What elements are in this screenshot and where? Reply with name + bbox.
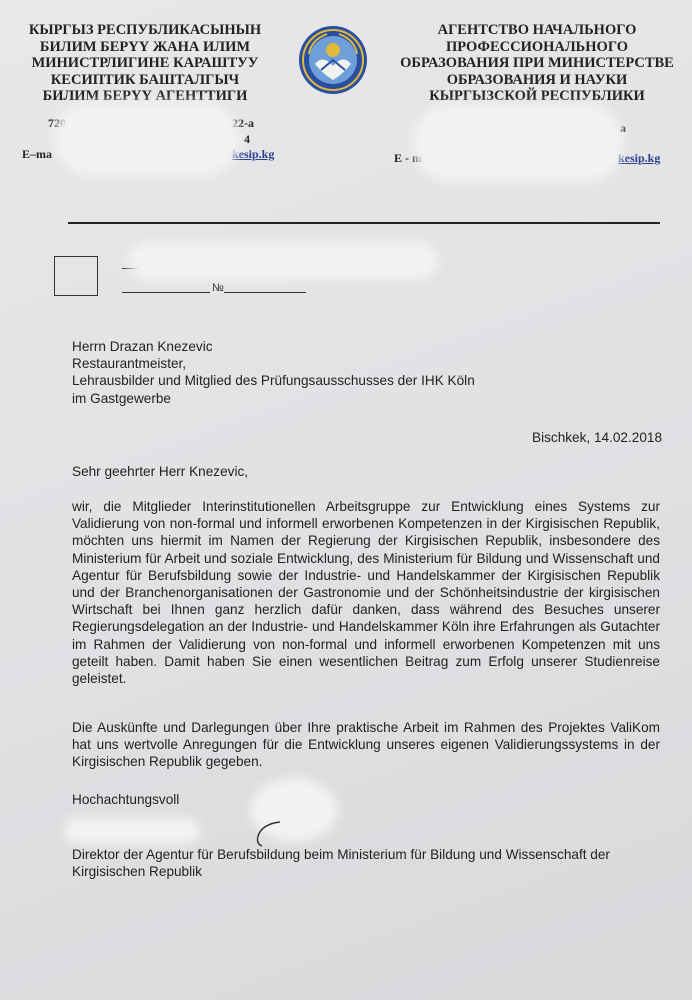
- header-left-line: КЕСИПТИК БАШТАЛГЫЧ: [50, 71, 240, 88]
- paragraph-valikom: Die Auskünfte und Darlegungen über Ihre praktische Arbeit im Rahmen des Projektes ValiKom hat uns wertvolle Anregungen für die Entwicklung unseres eigenen Validierungssystems in der Kirgisischen Republik gegeben.: [72, 720, 660, 770]
- recipient-role: Lehrausbilder und Mitglied des Prüfungsausschusses der IHK Köln: [72, 373, 475, 389]
- header-left-line: КЫРГЫЗ РЕСПУБЛИКАСЫНЫН: [28, 22, 262, 38]
- right-email-prefix: E - m: [394, 151, 422, 165]
- recipient-name: Herrn Drazan Knezevic: [72, 339, 213, 354]
- left-email-suffix-wrap: [232, 147, 274, 162]
- header-right-line: ПРОФЕССИОНАЛЬНОГО: [446, 38, 628, 55]
- left-address-suffix: 22-а: [232, 116, 254, 130]
- header-left-kyrgyz: [10, 22, 280, 105]
- stamp-box: [54, 256, 98, 296]
- recipient-title: Restaurantmeister,: [72, 356, 187, 372]
- redaction-blur-left: [62, 110, 232, 168]
- right-email-suffix-wrap: [618, 151, 660, 166]
- signer-title: Direktor der Agentur für Berufsbildung beim Ministerium für Bildung und Wissenschaft der Kirgisischen Republik: [72, 847, 610, 880]
- header-divider: [68, 222, 660, 224]
- header-right-line: ОБРАЗОВАНИЯ И НАУКИ: [446, 71, 628, 88]
- left-phone-suffix: 4: [244, 132, 250, 146]
- left-email-prefix: E–ma: [22, 147, 52, 161]
- state-emblem-icon: [297, 24, 369, 96]
- header-left-line: БИЛИМ БЕРҮҮ ЖАНА ИЛИМ: [39, 38, 251, 55]
- redaction-blur-ref: [136, 250, 430, 272]
- header-right-line: КЫРГЫЗСКОЙ РЕСПУБЛИКИ: [429, 88, 645, 105]
- header-right-russian: [392, 22, 682, 105]
- redaction-blur-right: [420, 112, 616, 174]
- paragraph-thanks: wir, die Mitglieder Interinstitutionellen Arbeitsgruppe zur Entwicklung eines Systems zur Validierung von non-formal und informell erworbenen Kompetenzen in der Kirgisischen Republik, möchten uns hiermit im Namen der Regierung der Kirgisischen Republik, insbesondere des Ministerium für Arbeit und soziale Entwicklung, des Ministerium für Bildung und Wissenschaft und Agentur für Berufsbildung sowie der Industrie- und Handelskammer der Kirgisischen Republik und der Branchenorganisationen der Gastronomie und der Schönheitsindustrie der kirgisischen Wirtschaft bei Ihnen ganz herzlich dafür danken, dass während des Besuches unserer Regierungsdelegation an der Industrie- und Handelskammer Köln ihre Erfahrungen als Gutachter im Rahmen der Validierung von non-formal und informell erworbenen Kompetenzen mit uns geteilt haben. Damit haben Sie einen wesentlichen Beitrag zum Erfolg unserer Studienreise geleistet.: [72, 499, 660, 687]
- closing: Hochachtungsvoll: [72, 792, 180, 807]
- number-sign: №: [212, 282, 224, 294]
- salutation: Sehr geehrter Herr Knezevic,: [72, 464, 249, 479]
- header-right-line: ОБРАЗОВАНИЯ ПРИ МИНИСТЕРСТВЕ: [400, 55, 674, 72]
- header-left-line: БИЛИМ БЕРҮҮ АГЕНТТИГИ: [42, 88, 248, 105]
- letter-date: Bischkek, 14.02.2018: [532, 430, 662, 445]
- recipient-sector: im Gastgewerbe: [72, 390, 171, 406]
- header-left-line: МИНИСТРЛИГИНЕ КАРАШТУУ: [31, 55, 259, 72]
- right-email-link[interactable]: kesip.kg: [618, 151, 661, 165]
- signature-stroke-icon: [250, 818, 290, 848]
- left-address-prefix: 720: [48, 116, 66, 130]
- right-address-suffix: а: [620, 121, 626, 135]
- header-right-line: АГЕНТСТВО НАЧАЛЬНОГО: [437, 22, 637, 38]
- ref-line-right: [224, 292, 306, 293]
- ref-line-left: [122, 292, 210, 293]
- left-email-link[interactable]: kesip.kg: [232, 147, 275, 161]
- recipient-block: [72, 338, 660, 407]
- redaction-blur-signer-name: [72, 826, 192, 836]
